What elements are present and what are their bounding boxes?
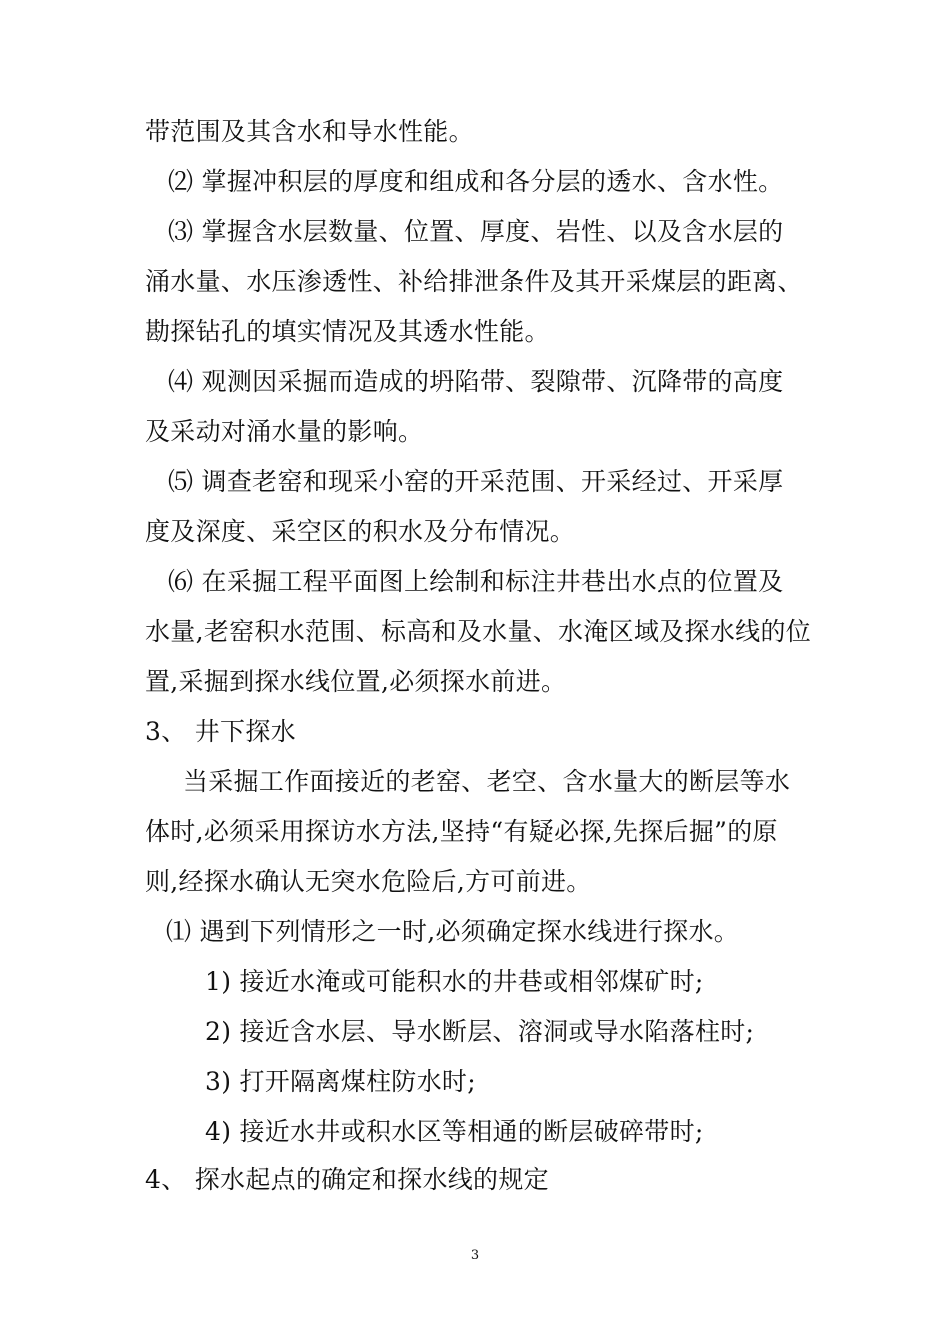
section-heading: 3、 井下探水	[145, 717, 296, 746]
list-item: 4) 接近水井或积水区等相通的断层破碎带时;	[205, 1117, 704, 1146]
list-item: 3) 打开隔离煤柱防水时;	[205, 1067, 476, 1096]
paragraph-line: 勘探钻孔的填实情况及其透水性能。	[145, 317, 550, 346]
paragraph-line: 带范围及其含水和导水性能。	[145, 117, 474, 146]
paragraph-line: 及采动对涌水量的影响。	[145, 417, 424, 446]
paragraph-line: 置,采掘到探水线位置,必须探水前进。	[145, 667, 567, 696]
paragraph-line: ⑹ 在采掘工程平面图上绘制和标注井巷出水点的位置及	[168, 567, 784, 596]
list-item: 1) 接近水淹或可能积水的井巷或相邻煤矿时;	[205, 967, 704, 996]
page-number: 3	[470, 1248, 480, 1263]
paragraph-line: 度及深度、采空区的积水及分布情况。	[145, 517, 576, 546]
paragraph-line: ⑶ 掌握含水层数量、位置、厚度、岩性、以及含水层的	[168, 217, 784, 246]
paragraph-line: ⑵ 掌握冲积层的厚度和组成和各分层的透水、含水性。	[168, 167, 784, 196]
paragraph-line: ⑸ 调查老窑和现采小窑的开采范围、开采经过、开采厚	[168, 467, 784, 496]
section-heading: 4、 探水起点的确定和探水线的规定	[145, 1165, 549, 1194]
paragraph-line: 则,经探水确认无突水危险后,方可前进。	[145, 867, 592, 896]
paragraph-line: 涌水量、水压渗透性、补给排泄条件及其开采煤层的距离、	[145, 267, 803, 296]
paragraph-line: ⑷ 观测因采掘而造成的坍陷带、裂隙带、沉降带的高度	[168, 367, 784, 396]
paragraph-line: ⑴ 遇到下列情形之一时,必须确定探水线进行探水。	[166, 917, 740, 946]
list-item: 2) 接近含水层、导水断层、溶洞或导水陷落柱时;	[205, 1017, 755, 1046]
paragraph-line: 水量,老窑积水范围、标高和及水量、水淹区域及探水线的位	[145, 617, 812, 646]
paragraph-line: 当采掘工作面接近的老窑、老空、含水量大的断层等水	[183, 767, 791, 796]
paragraph-line: 体时,必须采用探访水方法,坚持“有疑必探,先探后掘”的原	[145, 817, 778, 846]
